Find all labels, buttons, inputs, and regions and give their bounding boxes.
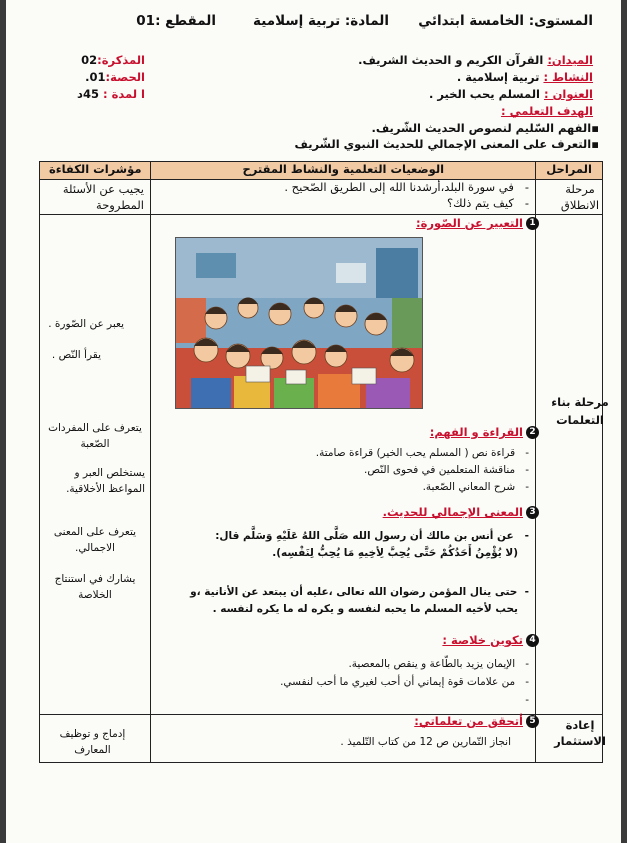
activity-label: النشاط : (543, 70, 593, 84)
objective-item-2: ▪التعرف على المعنى الإجمالي للحديث النبوي الشّريف (294, 137, 599, 151)
subject-label: المادة: تربية إسلامية (253, 13, 389, 29)
reinvest-indicator: إدماج و توظيف المعارف (59, 728, 126, 756)
hadith-line-1: - عن أنس بن مالك أن رسول الله صَلَّى اللهُ عَلَيْهِ وَسَلَّم قال: (215, 530, 529, 542)
stage-reinvest: إعادة الاستثمار (554, 718, 606, 748)
memo-label: المذكرة: (97, 53, 145, 67)
field-label: الميدان: (547, 53, 593, 67)
title-row (429, 87, 593, 101)
section-5-title: 5أتحقق من تعلماتي: (414, 714, 539, 728)
indicator-4: يستخلص العبر و المواعظ الأخلاقية. (66, 467, 145, 495)
objective-label: الهدف التعلمي : (501, 104, 593, 118)
level-label: المستوى: الخامسة ابتدائي (418, 13, 593, 29)
classroom-illustration (175, 237, 423, 409)
launch-line-1: - في سورة البلد،أرشدنا الله إلى الطريق الصّحيح . (284, 180, 529, 194)
objective-item-1: ▪الفهم السّليم لنصوص الحديث الشّريف. (371, 121, 599, 135)
sec4-line-2: - من علامات قوة إيماني أن أحب لغيري ما أحب لنفسي. (280, 676, 529, 688)
indicator-5: يتعرف على المعنى الاجمالي. (53, 526, 137, 554)
table-header-row (40, 162, 603, 180)
session-row (85, 70, 145, 84)
sec4-line-3: - (515, 694, 529, 706)
session-value: 01. (85, 70, 106, 84)
sec4-line-1: - الإيمان يزيد بالطّاعة و ينقص بالمعصية. (348, 658, 529, 670)
lesson-sheet (6, 0, 621, 843)
activity-value: تربية إسلامية . (456, 70, 540, 84)
section-3-number: 3 (526, 506, 539, 519)
section-4-number: 4 (526, 634, 539, 647)
memo-value: 02 (81, 53, 98, 67)
sec2-line-3: - شرح المعاني الصّعبة. (422, 481, 529, 493)
sec2-line-1: - قراءة نص ( المسلم يحب الخير) قراءة صامتة. (315, 447, 529, 459)
section-2-title: 2القراءة و الفهم: (430, 425, 539, 439)
launch-indicator: يجيب عن الأسئلة المطروحة (62, 182, 144, 212)
launch-line-2: - كيف يتم ذلك؟ (446, 196, 529, 210)
section-2-number: 2 (526, 426, 539, 439)
hadith-line-2: (لا يُؤْمِنُ أَحَدُكُمْ حَتَّى يُحِبَّ لِأخِيهِ مَا يُحِبُّ لِنَفْسِه). (272, 547, 518, 559)
activity-row (457, 70, 593, 84)
unit-label: المقطع :01 (136, 13, 216, 29)
reinvest-line: انجاز التّمارين ص 12 من كتاب التّلميذ . (340, 736, 511, 748)
stage-launch: مرحلة الانطلاق (560, 182, 600, 212)
memo-row (81, 53, 145, 67)
indicator-3: يتعرف على المفردات الصّعبة (48, 422, 142, 450)
header-activities: الوضعيات التعلمية والنشاط المقترح (151, 162, 536, 180)
stage-build: مرحلة بناء التعلمات (551, 395, 609, 427)
title-value: المسلم يحب الخير . (429, 87, 540, 101)
duration-row (77, 87, 145, 101)
session-label: الحصة: (105, 70, 145, 84)
indicator-6: يشارك في استنتاج الخلاصة (54, 573, 136, 601)
section-3-title: 3المعنى الإجمالي للحديث. (383, 505, 539, 519)
section-1-title: 1التعبير عن الصّورة: (416, 216, 539, 230)
meaning-line-1: - حتى ينال المؤمن رضوان الله تعالى ،عليه أن يبتعد عن الأنانية ،و (190, 586, 529, 598)
duration-value: 45د (77, 87, 99, 101)
header-indicators: مؤشرات الكفاءة (40, 162, 151, 180)
meaning-line-2: يحب لأخيه المسلم ما يحبه لنفسه و يكره له ما يكره لنفسه . (212, 603, 518, 615)
sec2-line-2: - مناقشة المتعلمين في فحوى النّص. (364, 464, 529, 476)
section-1-number: 1 (526, 217, 539, 230)
field-row (358, 53, 593, 67)
section-5-number: 5 (526, 715, 539, 728)
indicator-1: يعبر عن الصّورة . (48, 318, 124, 330)
title-label: العنوان : (543, 87, 593, 101)
section-4-title: 4تكوين خلاصة : (442, 633, 539, 647)
header-stages: المراحل (536, 162, 603, 180)
duration-label: ا لمدة : (102, 87, 145, 101)
field-value: القرآن الكريم و الحديث الشريف. (358, 53, 544, 67)
indicator-2: يقرأ النّص . (51, 349, 101, 361)
